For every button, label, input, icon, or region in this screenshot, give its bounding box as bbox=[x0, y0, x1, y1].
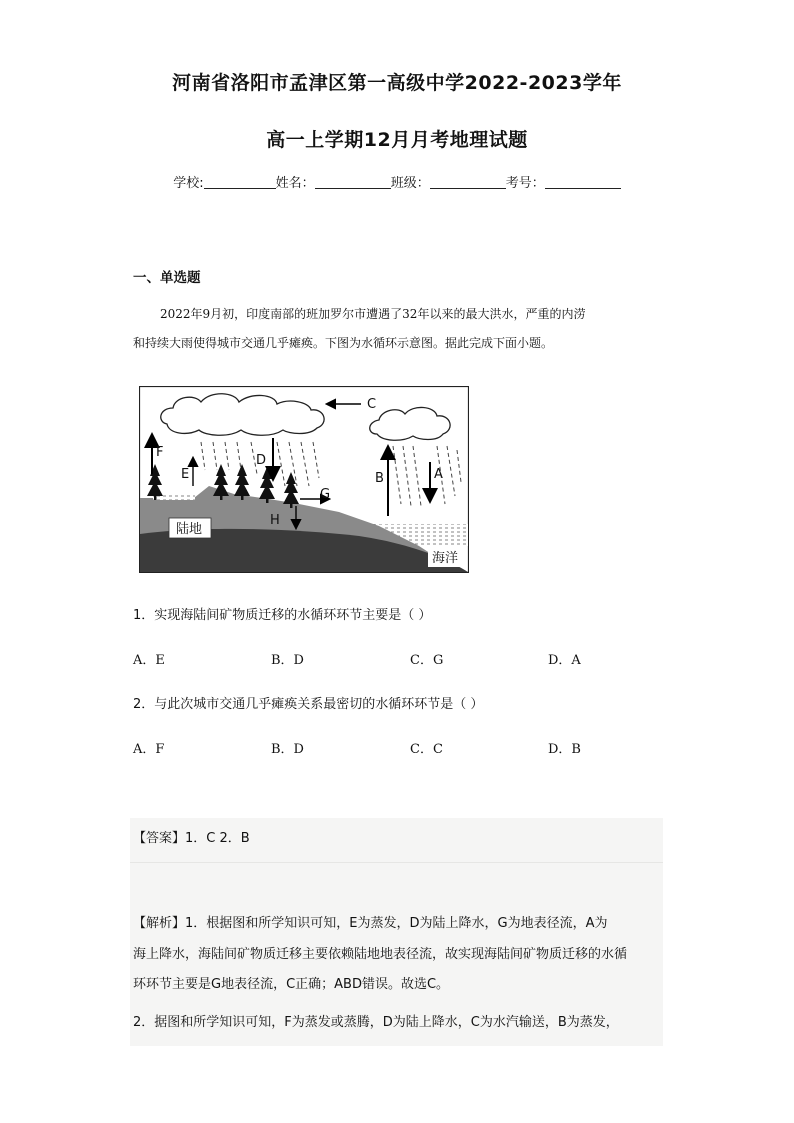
answer-divider bbox=[130, 862, 663, 863]
label-h: H bbox=[270, 513, 280, 528]
passage-line-2: 和持续大雨使得城市交通几乎瘫痪。下图为水循环示意图。据此完成下面小题。 bbox=[133, 336, 554, 350]
answer-label: 【答案】 bbox=[133, 831, 186, 846]
school-blank bbox=[204, 174, 276, 189]
answer-line bbox=[133, 827, 250, 846]
explanation-label: 【解析】 bbox=[133, 916, 186, 931]
label-g: G bbox=[320, 487, 331, 502]
q2-option-b[interactable]: B．D bbox=[271, 742, 304, 757]
label-c: C bbox=[367, 397, 377, 412]
water-cycle-diagram bbox=[139, 386, 469, 573]
label-a: A bbox=[434, 467, 443, 482]
title-line-2: 高一上学期12月月考地理试题 bbox=[266, 129, 528, 151]
name-blank bbox=[315, 174, 391, 189]
q1-option-b[interactable]: B．D bbox=[271, 653, 304, 668]
explanation-line-1 bbox=[133, 909, 661, 940]
explanation-line-4: 2．据图和所学知识可知，F为蒸发或蒸腾，D为陆上降水，C为水汽输送，B为蒸发， bbox=[133, 1014, 619, 1030]
explanation-line-3: 环环节主要是G地表径流，C正确；ABD错误。故选C。 bbox=[133, 977, 450, 992]
q2-option-d[interactable]: D．B bbox=[548, 742, 581, 757]
explanation-line-1-text: 1．根据图和所学知识可知，E为蒸发，D为陆上降水，G为地表径流，A为 bbox=[185, 916, 608, 931]
section-title: 一、单选题 bbox=[133, 270, 201, 286]
water-cycle-figure bbox=[139, 386, 469, 577]
school-label: 学校: bbox=[173, 176, 204, 191]
q1-option-c[interactable]: C．G bbox=[410, 653, 444, 668]
q1-option-a[interactable]: A．E bbox=[133, 653, 165, 668]
answer-text: 1．C 2．B bbox=[185, 831, 250, 846]
class-label: 班级： bbox=[390, 176, 430, 191]
q2-option-a[interactable]: A．F bbox=[133, 742, 165, 757]
question-1: 1．实现海陆间矿物质迁移的水循环环节主要是（ ） bbox=[133, 608, 432, 623]
label-land: 陆地 bbox=[176, 522, 203, 537]
label-b: B bbox=[375, 471, 384, 486]
label-e: E bbox=[181, 467, 190, 482]
passage-line-1: 2022年9月初，印度南部的班加罗尔市遭遇了32年以来的最大洪水，严重的内涝 bbox=[160, 307, 586, 321]
explanation-line-2: 海上降水，海陆间矿物质迁移主要依赖陆地地表径流，故实现海陆间矿物质迁移的水循 bbox=[133, 946, 628, 962]
name-label: 姓名： bbox=[275, 176, 315, 191]
class-blank bbox=[430, 174, 506, 189]
passage bbox=[133, 300, 661, 358]
exam-no-label: 考号： bbox=[505, 176, 545, 191]
explanation bbox=[133, 909, 661, 1038]
q1-option-d[interactable]: D．A bbox=[548, 653, 581, 668]
question-2: 2．与此次城市交通几乎瘫痪关系最密切的水循环环节是（ ） bbox=[133, 697, 484, 712]
label-d: D bbox=[256, 453, 267, 468]
title-line-1: 河南省洛阳市孟津区第一高级中学2022-2023学年 bbox=[172, 72, 622, 94]
exam-no-blank bbox=[545, 174, 621, 189]
q2-option-c[interactable]: C．C bbox=[410, 742, 443, 757]
label-ocean: 海洋 bbox=[432, 551, 459, 566]
label-f: F bbox=[156, 445, 164, 460]
student-info-line bbox=[0, 172, 794, 191]
